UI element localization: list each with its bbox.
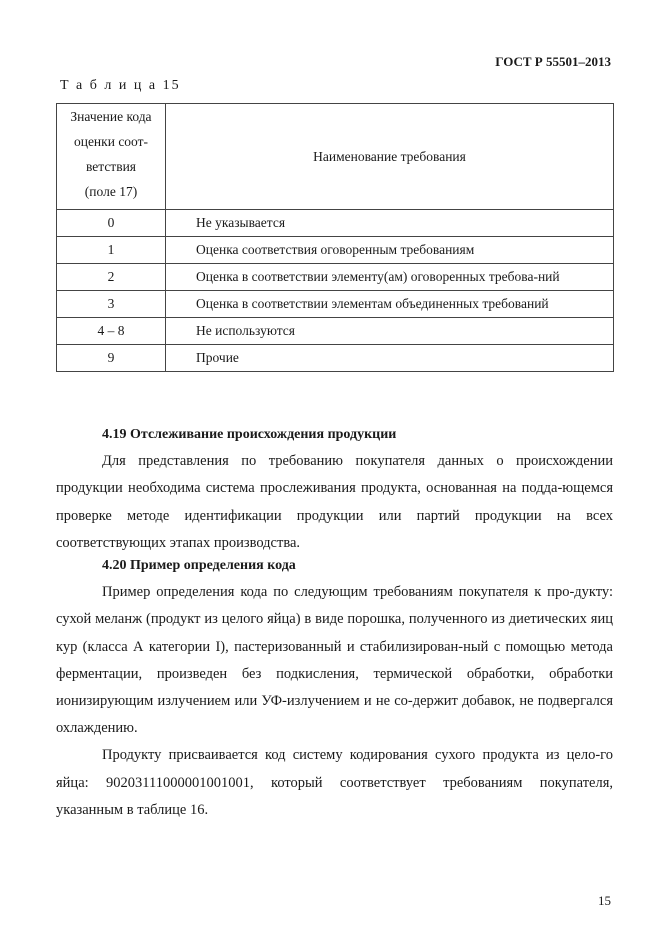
row-requirement-name: Оценка в соответствии элементу(ам) оговоренных требова-ний [166, 264, 614, 291]
page-number: 15 [598, 893, 611, 908]
row-code: 2 [57, 264, 166, 291]
table-row [57, 210, 614, 237]
column-header-code-line: ветствия [85, 159, 137, 174]
column-header-code-line: (поле 17) [84, 184, 138, 199]
section-heading: 4.20 Пример определения кода [102, 558, 296, 573]
row-code: 0 [57, 210, 166, 237]
requirements-table [56, 103, 614, 372]
paragraph: Пример определения кода по следующим требованиям покупателя к про-дукту: сухой меланж (продукт из целого яйца) в виде порошка, полученного из диетических яиц кур (класса А категории I), пастеризованный и стабилизирован-ный с помощью метода ферментации, произведен без подкисления, термической обработки, обработки ионизирующим излучением или УФ-излучением и не со-держит добавок, не подвергался охлаждению. [56, 584, 613, 737]
table-row [57, 291, 614, 318]
paragraph: Для представления по требованию покупателя данных о происхождении продукции необходима система прослеживания продукта, основанная на подда-ющемся проверке методе идентификации продукции или партий продукции на всех соответствующих этапах производства. [56, 453, 613, 551]
row-requirement-name: Прочие [166, 345, 614, 372]
column-header-code-line: Значение кода [70, 109, 152, 124]
table-caption: Т а б л и ц а 15 [60, 78, 181, 93]
row-code: 3 [57, 291, 166, 318]
row-requirement-name: Оценка в соответствии элементам объединенных требований [166, 291, 614, 318]
section-traceability [56, 421, 613, 557]
row-code: 1 [57, 237, 166, 264]
section-code-example [56, 552, 613, 824]
table-row [57, 318, 614, 345]
row-requirement-name: Оценка соответствия оговоренным требованиям [166, 237, 614, 264]
table-row [57, 345, 614, 372]
table-row [57, 264, 614, 291]
section-heading: 4.19 Отслеживание происхождения продукции [102, 427, 397, 442]
column-header-name: Наименование требования [166, 104, 614, 210]
row-requirement-name: Не указывается [166, 210, 614, 237]
document-standard-header: ГОСТ Р 55501–2013 [495, 54, 611, 69]
row-requirement-name: Не используются [166, 318, 614, 345]
column-header-code [57, 104, 166, 210]
table-row [57, 237, 614, 264]
table-header-row [57, 104, 614, 210]
row-code: 9 [57, 345, 166, 372]
row-code: 4 – 8 [57, 318, 166, 345]
paragraph: Продукту присваивается код систему кодирования сухого продукта из цело-го яйца: 90203111000001001001, который соответствует требованиям покупателя, указанным в таблице 16. [56, 747, 613, 818]
column-header-code-line: оценки соот- [73, 134, 149, 149]
